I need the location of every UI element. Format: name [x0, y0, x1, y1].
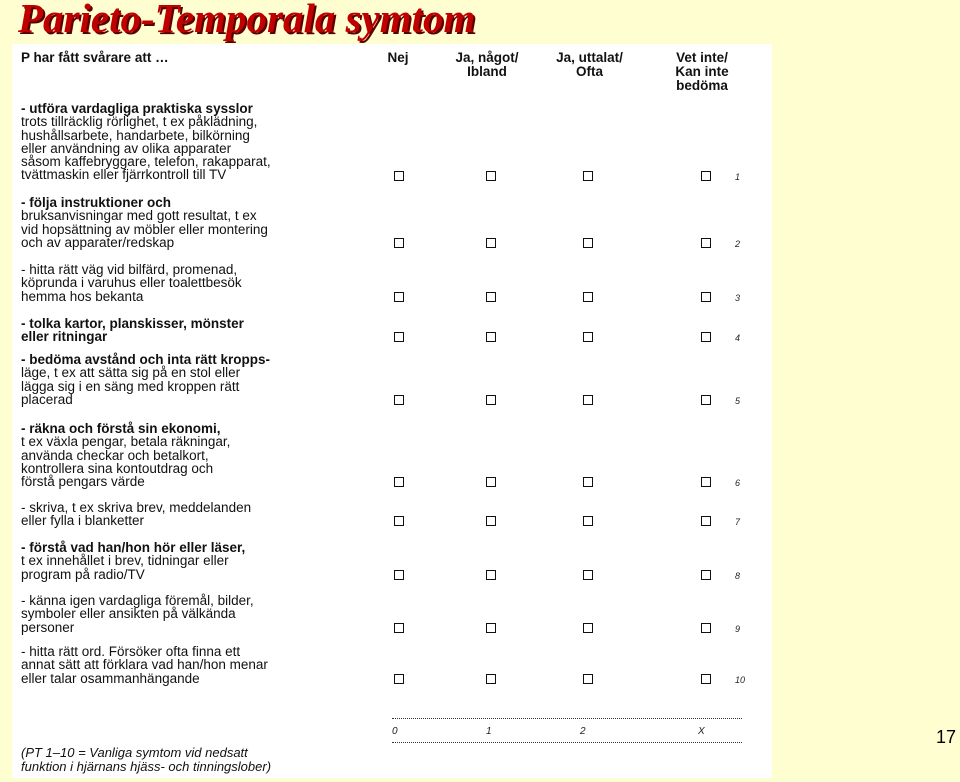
question-item [21, 263, 381, 303]
question-item [21, 501, 381, 528]
question-text-line: och av apparater/redskap [21, 234, 175, 250]
answer-checkbox[interactable] [583, 516, 593, 526]
question-item [21, 196, 381, 249]
answer-checkbox[interactable] [701, 516, 711, 526]
question-text-line: annat sätt att förklara vad han/hon menar [21, 657, 268, 673]
question-text-line: - följa instruktioner och [21, 195, 172, 210]
question-text-line: - känna igen vardagliga föremål, bilder, [21, 593, 254, 608]
answer-checkbox[interactable] [701, 238, 711, 248]
answer-checkbox[interactable] [701, 477, 711, 487]
question-text-line: - hitta rätt ord. Försöker ofta finna ett [21, 644, 241, 659]
scale-value: 0 [392, 726, 398, 737]
answer-checkbox[interactable] [394, 477, 404, 487]
item-number: 3 [735, 292, 741, 303]
question-text-line: symboler eller ansikten på välkända [21, 606, 236, 622]
header-vet-inte-line: bedöma [676, 78, 728, 93]
question-item [21, 102, 381, 182]
question-item [21, 541, 381, 581]
answer-checkbox[interactable] [394, 292, 404, 302]
answer-checkbox[interactable] [394, 238, 404, 248]
scale-value: X [698, 726, 705, 737]
question-text-line: trots tillräcklig rörlighet, t ex påklädning, [21, 114, 258, 130]
question-text-line: köprunda i varuhus eller toalettbesök [21, 275, 242, 291]
question-text-line: program på radio/TV [21, 566, 145, 582]
question-text-line: eller ritningar [21, 329, 108, 345]
answer-checkbox[interactable] [701, 292, 711, 302]
header-vet-inte-line: Kan inte [675, 64, 729, 79]
footnote-line: (PT 1–10 = Vanliga symtom vid nedsatt [21, 745, 248, 760]
header-ja-uttalat-line: Ofta [576, 64, 603, 79]
question-item [21, 353, 381, 406]
header-nej: Nej [387, 50, 409, 65]
question-item [21, 422, 381, 488]
header-question: P har fått svårare att … [21, 50, 169, 65]
dotted-divider [392, 742, 742, 743]
question-text-line: placerad [21, 391, 73, 407]
answer-checkbox[interactable] [486, 238, 496, 248]
header-ja-nagot-line: Ibland [467, 64, 507, 79]
answer-checkbox[interactable] [486, 674, 496, 684]
answer-checkbox[interactable] [583, 171, 593, 181]
question-text-line: t ex växla pengar, betala räkningar, [21, 434, 231, 450]
question-item [21, 594, 381, 634]
answer-checkbox[interactable] [701, 674, 711, 684]
answer-checkbox[interactable] [583, 395, 593, 405]
item-number: 8 [735, 570, 741, 581]
answer-checkbox[interactable] [486, 395, 496, 405]
slide-title: Parieto-Temporala symtom [18, 0, 476, 41]
footnote [21, 746, 271, 773]
question-text-line: hushållsarbete, handarbete, bilkörning [21, 127, 250, 143]
question-item [21, 645, 381, 685]
answer-checkbox[interactable] [583, 623, 593, 633]
dotted-divider [392, 718, 742, 719]
answer-checkbox[interactable] [583, 570, 593, 580]
question-text-line: personer [21, 619, 75, 635]
question-text-line: - skriva, t ex skriva brev, meddelanden [21, 500, 252, 515]
answer-checkbox[interactable] [486, 332, 496, 342]
header-ja-nagot-line: Ja, något/ [455, 50, 519, 65]
header-ja-uttalat-line: Ja, uttalat/ [556, 50, 623, 65]
footnote-line: funktion i hjärnans hjäss- och tinningslober) [21, 758, 272, 774]
question-text-line: - bedöma avstånd och inta rätt kropps- [21, 352, 271, 367]
question-text-line: - utföra vardagliga praktiska sysslor [21, 101, 253, 116]
question-text-line: använda checkar och betalkort, [21, 447, 209, 463]
answer-checkbox[interactable] [583, 674, 593, 684]
header-ja-uttalat [532, 51, 647, 79]
answer-checkbox[interactable] [583, 332, 593, 342]
item-number: 2 [735, 238, 741, 249]
question-text-line: tvättmaskin eller fjärrkontroll till TV [21, 167, 227, 183]
question-item [21, 317, 381, 344]
answer-checkbox[interactable] [701, 395, 711, 405]
page-number: 17 [935, 727, 956, 747]
answer-checkbox[interactable] [394, 516, 404, 526]
question-text-line: eller användning av olika apparater [21, 140, 232, 156]
question-text-line: - räkna och förstå sin ekonomi, [21, 421, 221, 436]
question-text-line: t ex innehållet i brev, tidningar eller [21, 553, 229, 569]
question-text-line: lägga sig i en säng med kroppen rätt [21, 378, 240, 394]
item-number: 10 [735, 674, 746, 685]
question-text-line: kontrollera sina kontoutdrag och [21, 460, 214, 476]
answer-checkbox[interactable] [394, 332, 404, 342]
answer-checkbox[interactable] [583, 238, 593, 248]
question-text-line: - förstå vad han/hon hör eller läser, [21, 540, 246, 555]
answer-checkbox[interactable] [394, 570, 404, 580]
answer-checkbox[interactable] [486, 292, 496, 302]
answer-checkbox[interactable] [486, 570, 496, 580]
question-text-line: - tolka kartor, planskisser, mönster [21, 316, 244, 331]
item-number: 9 [735, 623, 741, 634]
question-text-line: eller fylla i blanketter [21, 513, 145, 529]
question-text-line: eller talar osammanhängande [21, 670, 200, 686]
item-number: 7 [735, 517, 741, 528]
scale-value: 1 [486, 726, 492, 737]
item-number: 5 [735, 395, 741, 406]
question-text-line: bruksanvisningar med gott resultat, t ex [21, 208, 257, 224]
item-number: 6 [735, 478, 741, 489]
header-vet-inte-line: Vet inte/ [676, 50, 728, 65]
question-text-line: såsom kaffebryggare, telefon, rakapparat, [21, 154, 271, 170]
question-text-line: vid hopsättning av möbler eller montering [21, 221, 268, 237]
question-text-line: hemma hos bekanta [21, 288, 144, 304]
answer-checkbox[interactable] [701, 171, 711, 181]
answer-checkbox[interactable] [394, 674, 404, 684]
answer-checkbox[interactable] [394, 171, 404, 181]
answer-checkbox[interactable] [701, 332, 711, 342]
header-ja-nagot [432, 51, 542, 79]
questionnaire-form [12, 44, 772, 778]
answer-checkbox[interactable] [486, 623, 496, 633]
answer-checkbox[interactable] [583, 477, 593, 487]
answer-checkbox[interactable] [486, 171, 496, 181]
question-text-line: läge, t ex att sätta sig på en stol eller [21, 365, 241, 381]
header-vet-inte [657, 51, 747, 93]
item-number: 1 [735, 171, 741, 182]
scale-value: 2 [580, 726, 586, 737]
answer-checkbox[interactable] [394, 623, 404, 633]
answer-checkbox[interactable] [701, 570, 711, 580]
item-number: 4 [735, 333, 741, 344]
answer-checkbox[interactable] [486, 477, 496, 487]
answer-checkbox[interactable] [486, 516, 496, 526]
question-text-line: - hitta rätt väg vid bilfärd, promenad, [21, 262, 238, 277]
question-text-line: förstå pengars värde [21, 474, 145, 490]
answer-checkbox[interactable] [394, 395, 404, 405]
answer-checkbox[interactable] [583, 292, 593, 302]
answer-checkbox[interactable] [701, 623, 711, 633]
